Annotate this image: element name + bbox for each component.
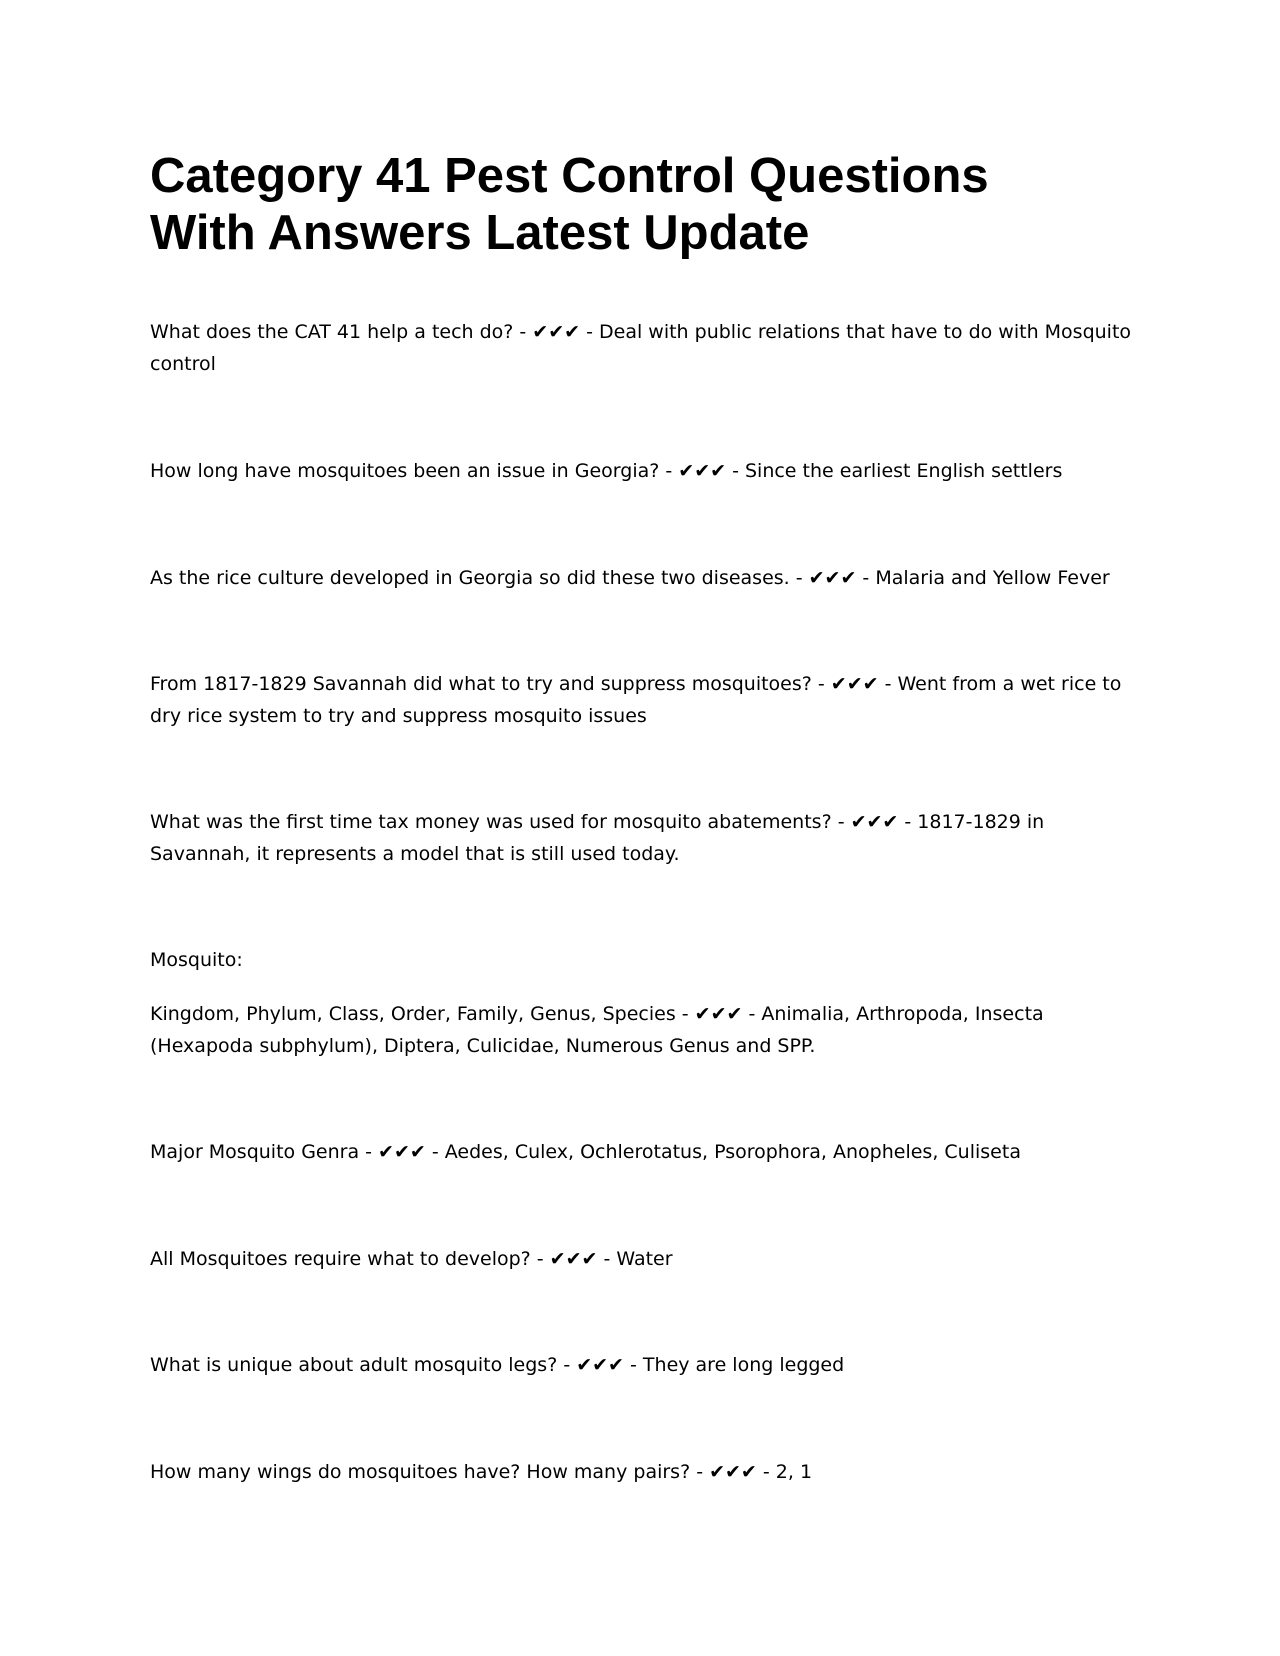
paragraph-line: As the rice culture developed in Georgia so did these two diseases. - ✔✔✔ - Malaria and Yellow Fever (150, 567, 1110, 589)
paragraph-line: What does the CAT 41 help a tech do? - ✔✔✔ - Deal with public relations that have to do with Mosquito (150, 321, 1132, 343)
paragraph-line: What was the first time tax money was used for mosquito abatements? - ✔✔✔ - 1817-1829 in (150, 811, 1045, 833)
qa-paragraph (150, 1136, 1130, 1168)
paragraph-line: How many wings do mosquitoes have? How many pairs? - ✔✔✔ - 2, 1 (150, 1461, 813, 1483)
document-title (150, 148, 1150, 262)
section-heading (150, 944, 1130, 976)
qa-paragraph (150, 1243, 1130, 1275)
paragraph-line: What is unique about adult mosquito legs? - ✔✔✔ - They are long legged (150, 1354, 845, 1376)
qa-paragraph (150, 1349, 1130, 1381)
qa-paragraph (150, 455, 1130, 487)
qa-paragraph (150, 562, 1130, 594)
qa-paragraph (150, 668, 1130, 732)
title-line: With Answers Latest Update (150, 206, 810, 260)
qa-paragraph (150, 998, 1130, 1062)
paragraph-line: Kingdom, Phylum, Class, Order, Family, Genus, Species - ✔✔✔ - Animalia, Arthropoda, Insecta (150, 1003, 1044, 1025)
paragraph-line: Savannah, it represents a model that is still used today. (150, 843, 680, 865)
paragraph-line: All Mosquitoes require what to develop? - ✔✔✔ - Water (150, 1248, 673, 1270)
qa-paragraph (150, 1456, 1130, 1488)
qa-paragraph (150, 316, 1130, 380)
paragraph-line: How long have mosquitoes been an issue in Georgia? - ✔✔✔ - Since the earliest English settlers (150, 460, 1063, 482)
title-line: Category 41 Pest Control Questions (150, 149, 989, 203)
paragraph-line: Mosquito: (150, 949, 243, 971)
paragraph-line: (Hexapoda subphylum), Diptera, Culicidae, Numerous Genus and SPP. (150, 1035, 816, 1057)
paragraph-line: control (150, 353, 216, 375)
paragraph-line: From 1817-1829 Savannah did what to try and suppress mosquitoes? - ✔✔✔ - Went from a wet rice to (150, 673, 1122, 695)
paragraph-line: dry rice system to try and suppress mosquito issues (150, 705, 647, 727)
qa-paragraph (150, 806, 1130, 870)
paragraph-line: Major Mosquito Genra - ✔✔✔ - Aedes, Culex, Ochlerotatus, Psorophora, Anopheles, Culiseta (150, 1141, 1021, 1163)
